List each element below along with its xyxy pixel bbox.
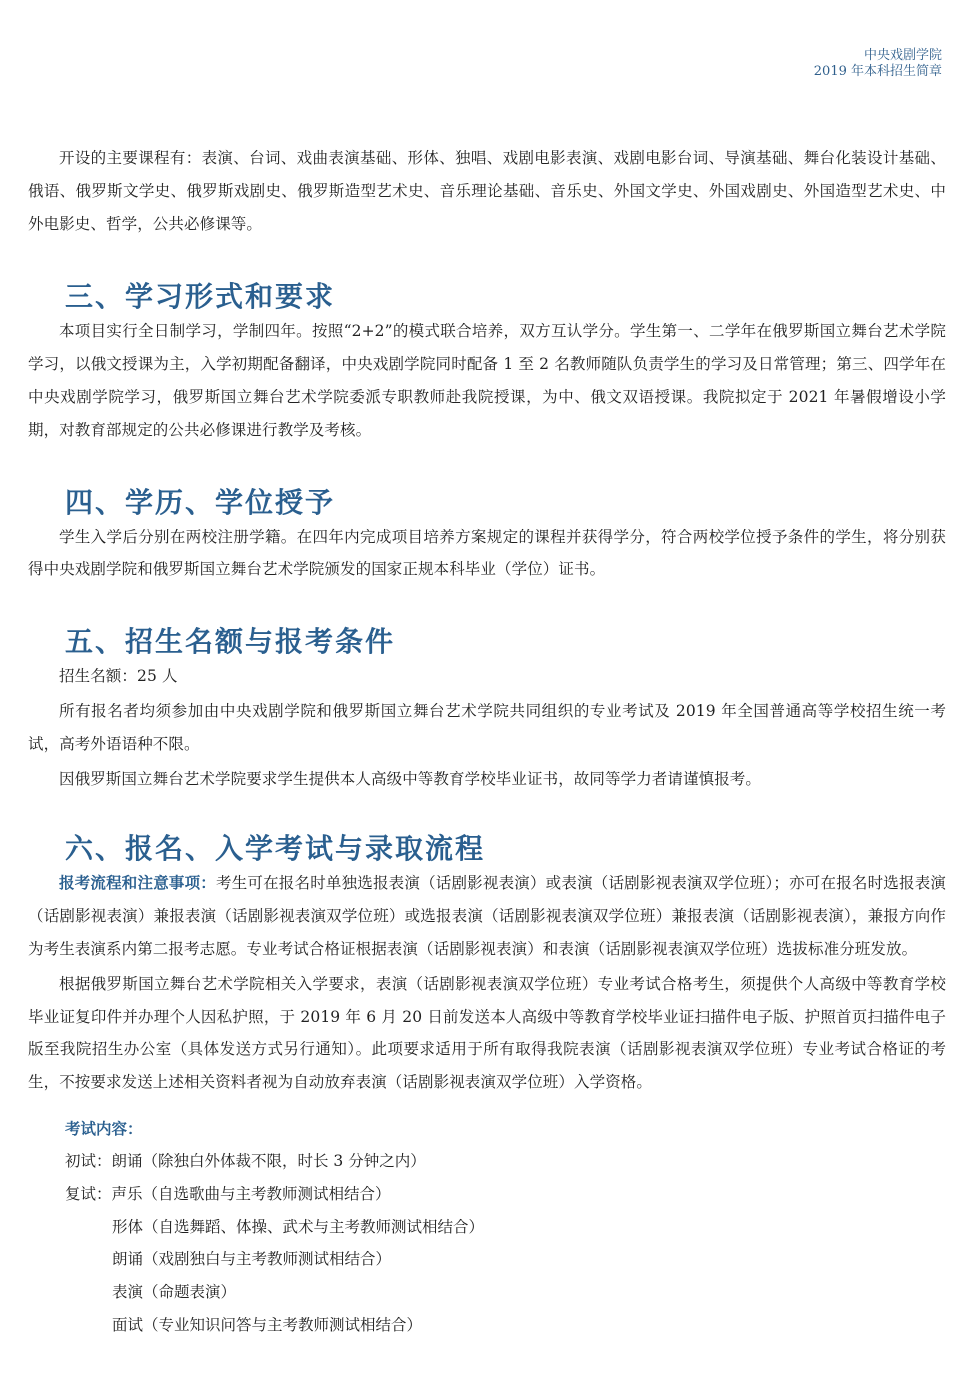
exam-line-second-vocal: 复试：声乐（自选歌曲与主考教师测试相结合） xyxy=(65,1184,391,1203)
process-lead-label: 报考流程和注意事项： xyxy=(59,874,216,893)
exam-line-preliminary: 初试：朗诵（除独白外体裁不限，时长 3 分钟之内） xyxy=(65,1151,426,1170)
header-school-name: 中央戏剧学院 xyxy=(863,48,942,63)
exam-content-title: 考试内容： xyxy=(65,1119,143,1138)
page-header xyxy=(814,48,942,80)
process-text: 考生可在报名时单独选报表演（话剧影视表演）或表演（话剧影视表演双学位班）；亦可在报名时选报表演（话剧影视表演）兼报表演（话剧影视表演双学位班）或选报表演（话剧影视表演双学位班）兼报表演（话剧影视表演），兼报方向作为考生表演系内第二报考志愿。专业考试合格证根据表演（话剧影视表演）和表演（话剧影视表演双学位班）选拔标准分班发放。 xyxy=(28,874,946,958)
header-brochure-title: 2019 年本科招生简章 xyxy=(813,64,942,79)
section-5-paragraph-1: 所有报名者均须参加由中央戏剧学院和俄罗斯国立舞台艺术学院共同组织的专业考试及 2019 年全国普通高等学校招生统一考试，高考外语语种不限。 xyxy=(28,701,946,753)
section-5-title: 五、招生名额与报考条件 xyxy=(65,625,396,659)
quota-line: 招生名额：25 人 xyxy=(59,667,178,686)
section-6-paragraph-1 xyxy=(28,867,946,965)
exam-line-recitation: 朗诵（戏剧独白与主考教师测试相结合） xyxy=(112,1250,392,1269)
section-5-paragraph-2: 因俄罗斯国立舞台艺术学院要求学生提供本人高级中等教育学校毕业证书，故同等学力者请谨慎报考。 xyxy=(59,769,762,788)
section-4-paragraph: 学生入学后分别在两校注册学籍。在四年内完成项目培养方案规定的课程并获得学分，符合两校学位授予条件的学生，将分别获得中央戏剧学院和俄罗斯国立舞台艺术学院颁发的国家正规本科毕业（学位）证书。 xyxy=(28,527,946,579)
main-content xyxy=(28,142,946,1342)
section-4-title: 四、学历、学位授予 xyxy=(65,485,336,519)
exam-line-movement: 形体（自选舞蹈、体操、武术与主考教师测试相结合） xyxy=(112,1217,485,1236)
exam-line-acting: 表演（命题表演） xyxy=(112,1283,237,1302)
section-6-paragraph-2: 根据俄罗斯国立舞台艺术学院相关入学要求，表演（话剧影视表演双学位班）专业考试合格考生，须提供个人高级中等教育学校毕业证复印件并办理个人因私护照，于 2019 年 6 月 20 日前发送本人高级中等教育学校毕业证扫描件电子版、护照首页扫描件电子版至我院招生办公室（具体发送方式另行通知）。此项要求适用于所有取得我院表演（话剧影视表演双学位班）专业考试合格证的考生，不按要求发送上述相关资料者视为自动放弃表演（话剧影视表演双学位班）入学资格。 xyxy=(28,974,946,1092)
exam-line-interview: 面试（专业知识问答与主考教师测试相结合） xyxy=(112,1315,423,1334)
courses-paragraph: 开设的主要课程有：表演、台词、戏曲表演基础、形体、独唱、戏剧电影表演、戏剧电影台词、导演基础、舞台化装设计基础、俄语、俄罗斯文学史、俄罗斯戏剧史、俄罗斯造型艺术史、音乐理论基础、音乐史、外国文学史、外国戏剧史、外国造型艺术史、中外电影史、哲学，公共必修课等。 xyxy=(28,149,946,233)
section-6-title: 六、报名、入学考试与录取流程 xyxy=(65,832,486,866)
section-3-title: 三、学习形式和要求 xyxy=(65,280,336,314)
section-3-paragraph: 本项目实行全日制学习，学制四年。按照“2+2”的模式联合培养，双方互认学分。学生第一、二学年在俄罗斯国立舞台艺术学院学习，以俄文授课为主，入学初期配备翻译，中央戏剧学院同时配备 1 至 2 名教师随队负责学生的学习及日常管理；第三、四学年在中央戏剧学院学习，俄罗斯国立舞台艺术学院委派专职教师赴我院授课，为中、俄文双语授课。我院拟定于 2021 年暑假增设小学期，对教育部规定的公共必修课进行教学及考核。 xyxy=(28,322,946,439)
